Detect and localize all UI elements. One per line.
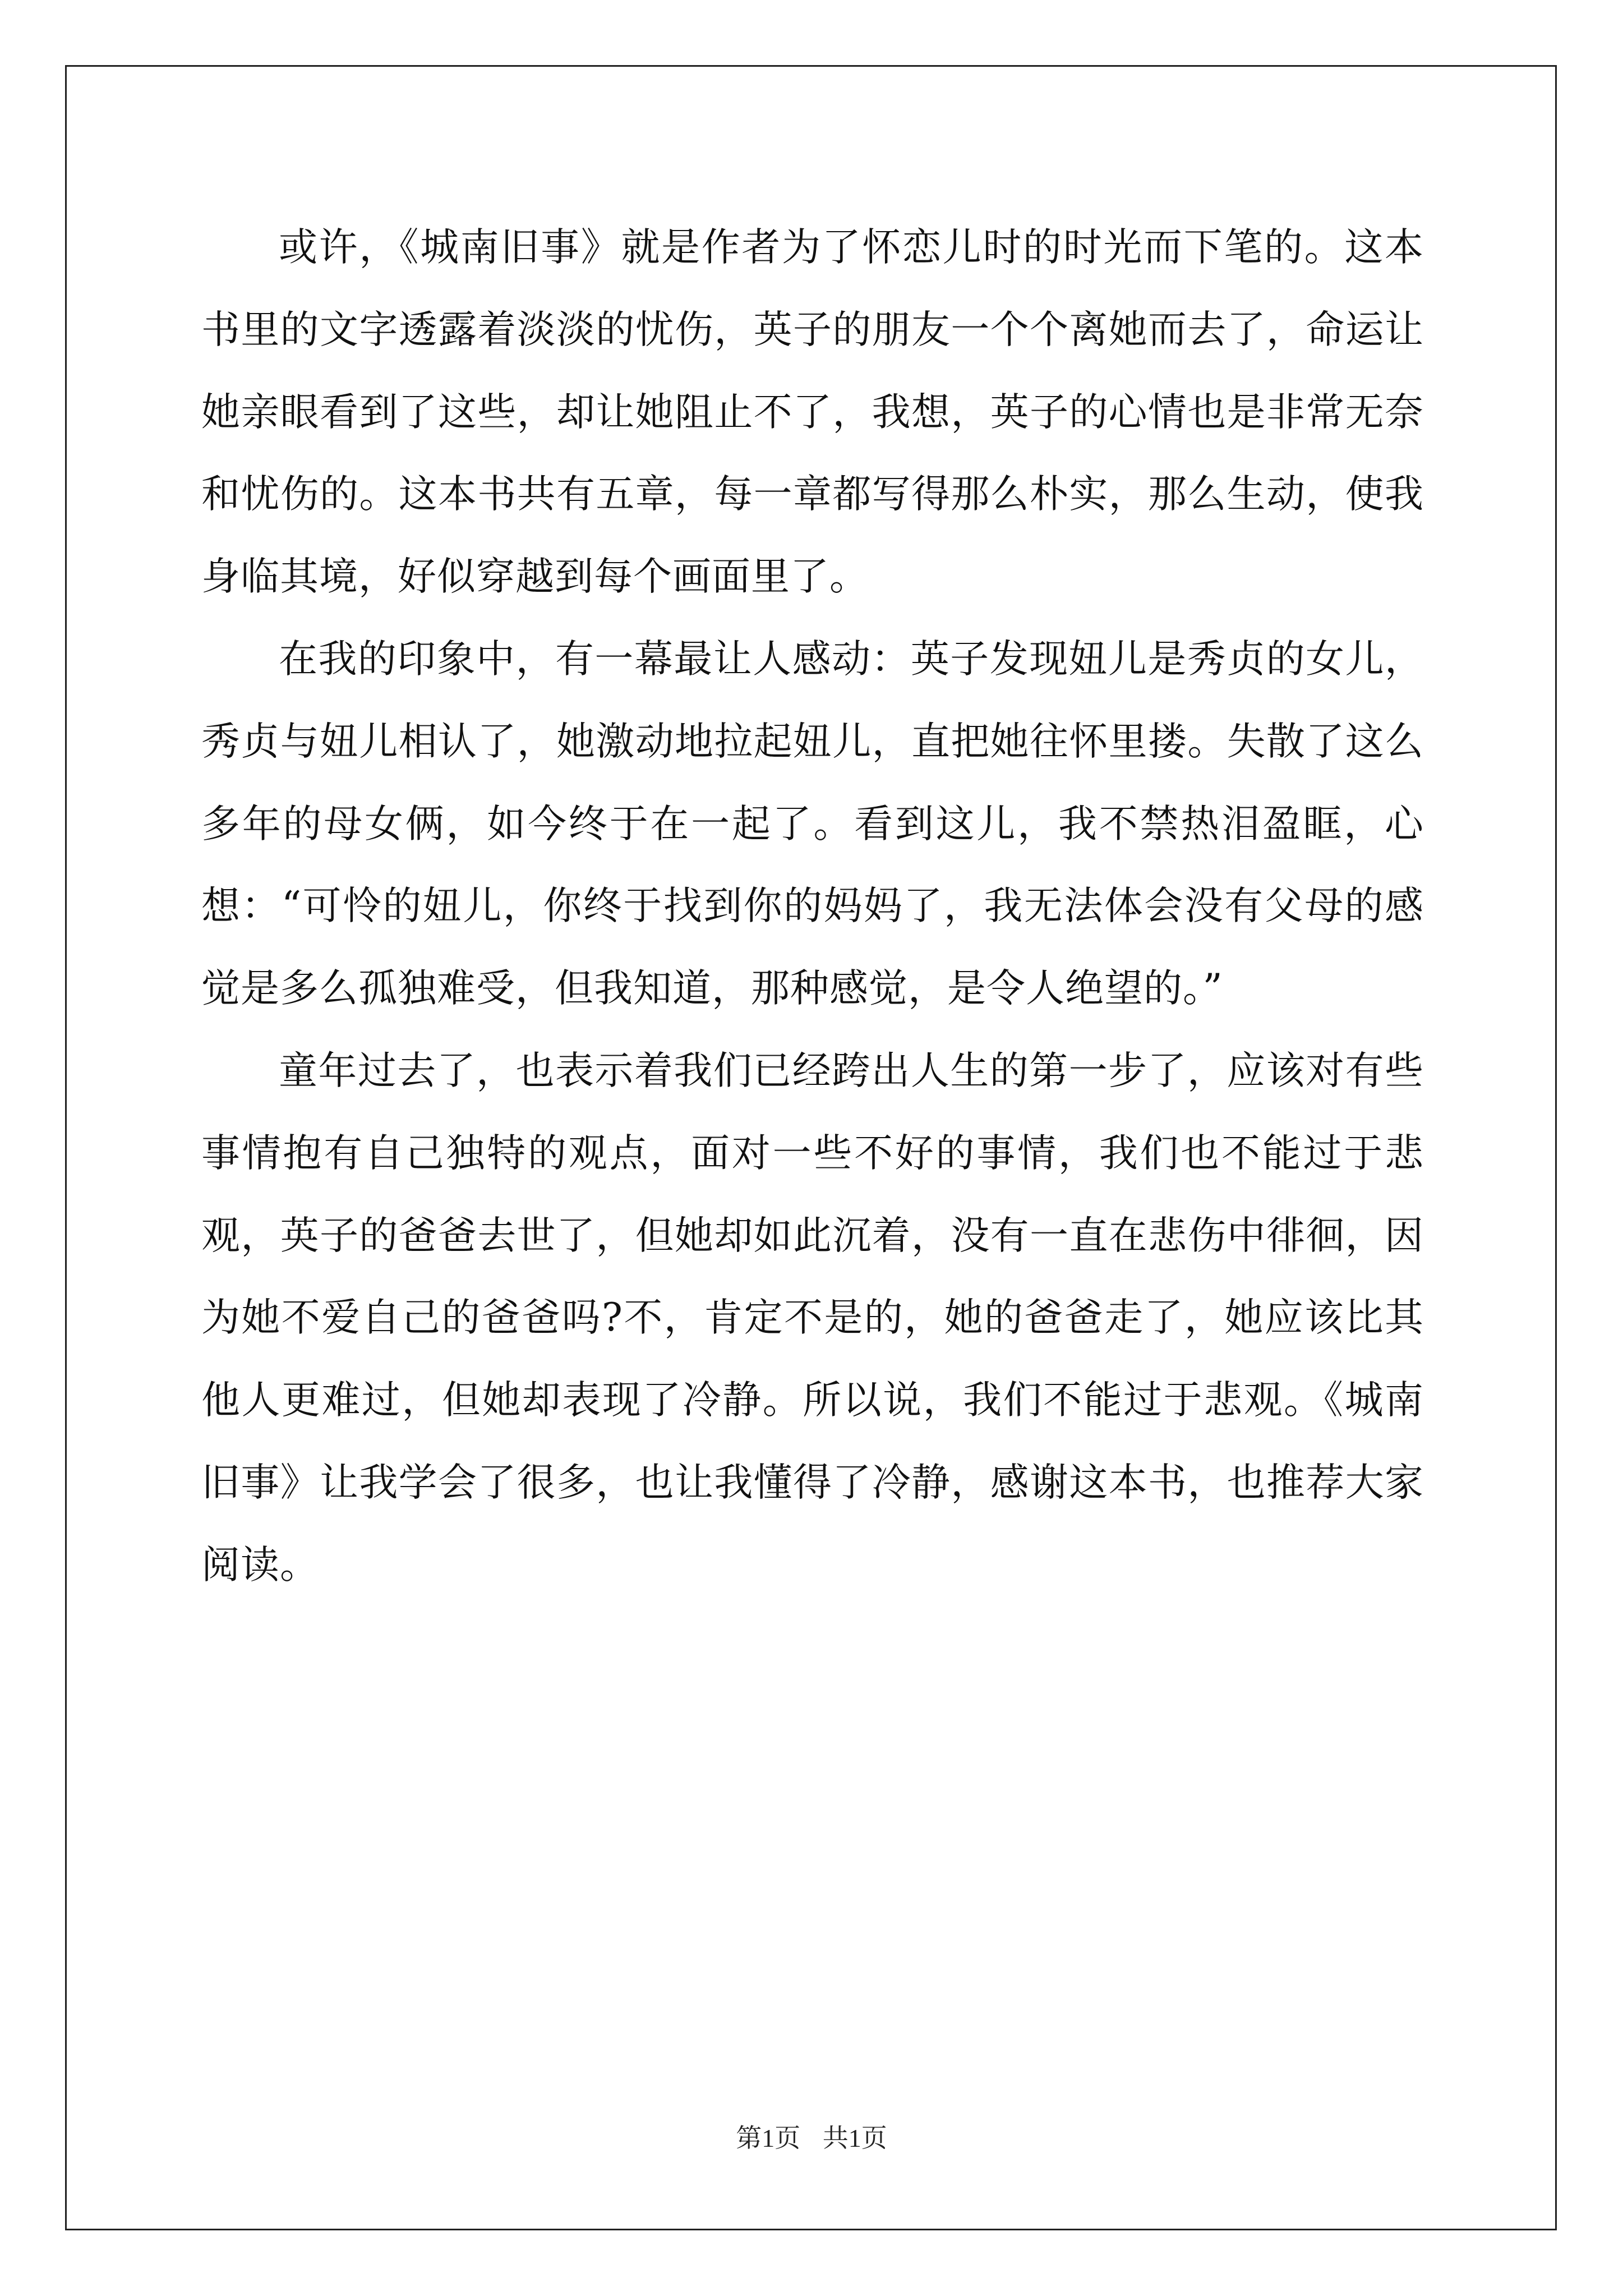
paragraph-2: 在我的印象中，有一幕最让人感动：英子发现妞儿是秀贞的女儿，秀贞与妞儿相认了，她激动地拉起妞儿，直把她往怀里搂。失散了这么多年的母女俩，如今终于在一起了。看到这儿，我不禁热泪盈眶，心想：“可怜的妞儿，你终于找到你的妈妈了，我无法体会没有父母的感觉是多么孤独难受，但我知道，那种感觉，是令人绝望的。” bbox=[201, 636, 1424, 1011]
page-number-total: 共1页 bbox=[822, 2124, 887, 2152]
paragraph-1: 或许，《城南旧事》就是作者为了怀恋儿时的时光而下笔的。这本书里的文字透露着淡淡的忧伤，英子的朋友一个个离她而去了，命运让她亲眼看到了这些，却让她阻止不了，我想，英子的心情也是非常无奈和忧伤的。这本书共有五章，每一章都写得那么朴实，那么生动，使我身临其境，好似穿越到每个画面里了。 bbox=[201, 225, 1424, 600]
page-number-current: 第1页 bbox=[736, 2124, 801, 2152]
document-body bbox=[201, 206, 1424, 1607]
paragraph-3: 童年过去了，也表示着我们已经跨出人生的第一步了，应该对有些事情抱有自己独特的观点，面对一些不好的事情，我们也不能过于悲观，英子的爸爸去世了，但她却如此沉着，没有一直在悲伤中徘徊，因为她不爱自己的爸爸吗?不，肯定不是的，她的爸爸走了，她应该比其他人更难过，但她却表现了冷静。所以说，我们不能过于悲观。《城南旧事》让我学会了很多，也让我懂得了冷静，感谢这本书，也推荐大家阅读。 bbox=[201, 1048, 1424, 1588]
page-footer bbox=[0, 2122, 1623, 2155]
